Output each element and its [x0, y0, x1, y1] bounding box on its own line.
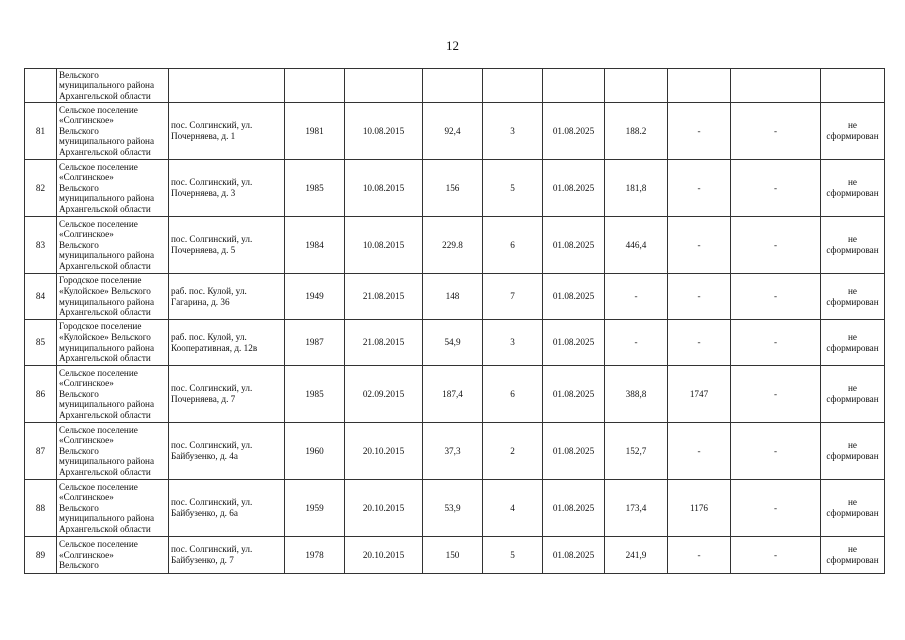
- cell-col9: 388,8: [605, 366, 668, 423]
- table-row: [25, 217, 885, 274]
- cell-col11: -: [731, 366, 821, 423]
- cell-status: не сформирован: [821, 537, 885, 574]
- cell-area: 229.8: [423, 217, 483, 274]
- cell-date: 10.08.2015: [345, 217, 423, 274]
- cell-address: пос. Солгинский, ул. Почерняева, д. 3: [169, 160, 285, 217]
- cell-settlement: Вельского муниципального района Архангельской области: [57, 69, 169, 103]
- cell-deadline: 01.08.2025: [543, 160, 605, 217]
- cell-num: 87: [25, 423, 57, 480]
- cell-address: пос. Солгинский, ул. Байбузенко, д. 4а: [169, 423, 285, 480]
- cell-col9: 446,4: [605, 217, 668, 274]
- cell-area: 37,3: [423, 423, 483, 480]
- cell-area: 54,9: [423, 320, 483, 366]
- cell-area: 150: [423, 537, 483, 574]
- cell-num: 88: [25, 480, 57, 537]
- cell-year: 1949: [285, 274, 345, 320]
- cell-address: пос. Солгинский, ул. Байбузенко, д. 7: [169, 537, 285, 574]
- cell-col10: 1747: [668, 366, 731, 423]
- cell-residents: 3: [483, 103, 543, 160]
- cell-col11: -: [731, 537, 821, 574]
- cell-date: 21.08.2015: [345, 274, 423, 320]
- cell-residents: 6: [483, 217, 543, 274]
- cell-date: 02.09.2015: [345, 366, 423, 423]
- cell-year: 1960: [285, 423, 345, 480]
- cell-col9: 181,8: [605, 160, 668, 217]
- cell-deadline: 01.08.2025: [543, 366, 605, 423]
- cell-year: 1984: [285, 217, 345, 274]
- cell-area: 92,4: [423, 103, 483, 160]
- cell-deadline: 01.08.2025: [543, 320, 605, 366]
- cell-col9: 241,9: [605, 537, 668, 574]
- cell-col11: -: [731, 480, 821, 537]
- table-row: [25, 103, 885, 160]
- cell-num: [25, 69, 57, 103]
- housing-registry-table: [24, 68, 885, 574]
- cell-residents: 4: [483, 480, 543, 537]
- cell-date: 10.08.2015: [345, 103, 423, 160]
- cell-settlement: Сельское поселение «Солгинское» Вельского: [57, 537, 169, 574]
- cell-date: 21.08.2015: [345, 320, 423, 366]
- cell-year: 1985: [285, 160, 345, 217]
- cell-address: пос. Солгинский, ул. Почерняева, д. 1: [169, 103, 285, 160]
- table-row: [25, 320, 885, 366]
- cell-year: 1987: [285, 320, 345, 366]
- cell-deadline: 01.08.2025: [543, 103, 605, 160]
- cell-settlement: Сельское поселение «Солгинское» Вельского муниципального района Архангельской области: [57, 103, 169, 160]
- cell-address: раб. пос. Кулой, ул. Гагарина, д. 36: [169, 274, 285, 320]
- cell-address: раб. пос. Кулой, ул. Кооперативная, д. 12в: [169, 320, 285, 366]
- cell-col10: -: [668, 103, 731, 160]
- cell-settlement: Городское поселение «Кулойское» Вельского муниципального района Архангельской области: [57, 320, 169, 366]
- cell-deadline: 01.08.2025: [543, 274, 605, 320]
- cell-col9: -: [605, 274, 668, 320]
- cell-col10: 1176: [668, 480, 731, 537]
- cell-settlement: Сельское поселение «Солгинское» Вельского муниципального района Архангельской области: [57, 366, 169, 423]
- table-row: [25, 366, 885, 423]
- cell-col10: -: [668, 160, 731, 217]
- cell-year: 1978: [285, 537, 345, 574]
- cell-address: пос. Солгинский, ул. Байбузенко, д. 6а: [169, 480, 285, 537]
- cell-deadline: 01.08.2025: [543, 217, 605, 274]
- cell-date: 10.08.2015: [345, 160, 423, 217]
- cell-status: не сформирован: [821, 103, 885, 160]
- cell-area: 187,4: [423, 366, 483, 423]
- cell-status: не сформирован: [821, 366, 885, 423]
- cell-residents: 3: [483, 320, 543, 366]
- table-row-continued: [25, 69, 885, 103]
- cell-col11: -: [731, 423, 821, 480]
- cell-year: 1985: [285, 366, 345, 423]
- cell-status: не сформирован: [821, 320, 885, 366]
- cell-date: 20.10.2015: [345, 537, 423, 574]
- cell-deadline: 01.08.2025: [543, 480, 605, 537]
- cell-settlement: Сельское поселение «Солгинское» Вельского муниципального района Архангельской области: [57, 480, 169, 537]
- cell-status: не сформирован: [821, 274, 885, 320]
- cell-col10: -: [668, 423, 731, 480]
- cell-col9: -: [605, 320, 668, 366]
- table-row: [25, 160, 885, 217]
- cell-date: 20.10.2015: [345, 480, 423, 537]
- cell-residents: 2: [483, 423, 543, 480]
- cell-col11: -: [731, 103, 821, 160]
- cell-col9: 188.2: [605, 103, 668, 160]
- cell-col10: -: [668, 274, 731, 320]
- cell-num: 81: [25, 103, 57, 160]
- cell-col10: -: [668, 537, 731, 574]
- table-row: [25, 423, 885, 480]
- cell-num: 83: [25, 217, 57, 274]
- cell-residents: 7: [483, 274, 543, 320]
- cell-num: 86: [25, 366, 57, 423]
- cell-year: 1981: [285, 103, 345, 160]
- cell-num: 82: [25, 160, 57, 217]
- cell-address: пос. Солгинский, ул. Почерняева, д. 5: [169, 217, 285, 274]
- cell-deadline: 01.08.2025: [543, 423, 605, 480]
- cell-residents: 5: [483, 160, 543, 217]
- cell-col9: 173,4: [605, 480, 668, 537]
- cell-status: не сформирован: [821, 160, 885, 217]
- cell-status: не сформирован: [821, 217, 885, 274]
- cell-col10: -: [668, 320, 731, 366]
- cell-address: пос. Солгинский, ул. Почерняева, д. 7: [169, 366, 285, 423]
- cell-settlement: Сельское поселение «Солгинское» Вельского муниципального района Архангельской области: [57, 423, 169, 480]
- cell-year: 1959: [285, 480, 345, 537]
- cell-area: 53,9: [423, 480, 483, 537]
- cell-col11: -: [731, 274, 821, 320]
- cell-date: 20.10.2015: [345, 423, 423, 480]
- cell-deadline: 01.08.2025: [543, 537, 605, 574]
- cell-num: 84: [25, 274, 57, 320]
- cell-residents: 6: [483, 366, 543, 423]
- cell-col11: -: [731, 217, 821, 274]
- cell-area: 148: [423, 274, 483, 320]
- cell-settlement: Сельское поселение «Солгинское» Вельского муниципального района Архангельской области: [57, 217, 169, 274]
- cell-num: 89: [25, 537, 57, 574]
- cell-col9: 152,7: [605, 423, 668, 480]
- cell-status: не сформирован: [821, 423, 885, 480]
- cell-residents: 5: [483, 537, 543, 574]
- cell-col11: -: [731, 160, 821, 217]
- table-row: [25, 480, 885, 537]
- cell-col10: -: [668, 217, 731, 274]
- page-number: 12: [446, 38, 459, 53]
- table-row: [25, 537, 885, 574]
- cell-settlement: Сельское поселение «Солгинское» Вельского муниципального района Архангельской области: [57, 160, 169, 217]
- cell-area: 156: [423, 160, 483, 217]
- cell-settlement: Городское поселение «Кулойское» Вельского муниципального района Архангельской области: [57, 274, 169, 320]
- cell-num: 85: [25, 320, 57, 366]
- cell-status: не сформирован: [821, 480, 885, 537]
- cell-col11: -: [731, 320, 821, 366]
- table-row: [25, 274, 885, 320]
